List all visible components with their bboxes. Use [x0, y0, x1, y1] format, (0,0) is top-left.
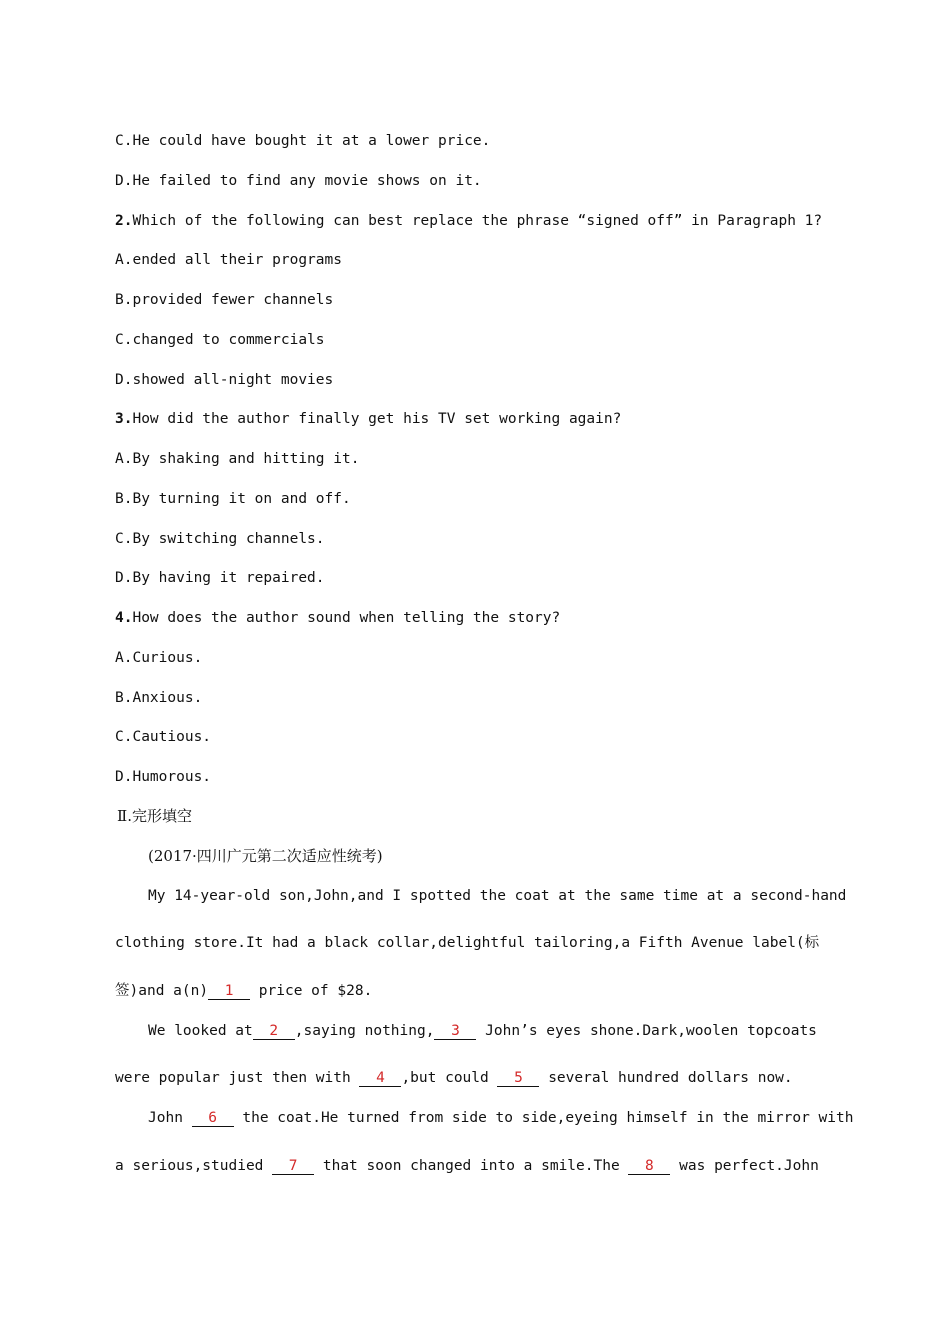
q4-option-a: A.Curious. — [115, 650, 203, 666]
q2-stem: Which of the following can best replace the phrase “signed off” in Paragraph 1? — [132, 213, 823, 229]
q3-option-b: B.By turning it on and off. — [115, 491, 351, 507]
text-run: John — [148, 1110, 192, 1126]
q2-option-a: A.ended all their programs — [115, 252, 342, 268]
q4-option-d: D.Humorous. — [115, 769, 212, 785]
passage-line-6 — [148, 1108, 853, 1128]
blank-5[interactable]: 5 — [497, 1070, 539, 1087]
text-run: ,saying nothing, — [294, 1023, 435, 1039]
q2-option-c: C.changed to commercials — [115, 332, 325, 348]
text-run: ,but could — [401, 1070, 498, 1086]
q3-option-a: A.By shaking and hitting it. — [115, 451, 360, 467]
blank-1[interactable]: 1 — [208, 983, 250, 1000]
text-run: price of $28. — [250, 983, 373, 999]
q2-number: 2. — [115, 213, 133, 229]
passage-line-4 — [148, 1021, 817, 1041]
blank-4[interactable]: 4 — [359, 1070, 401, 1087]
source-note: (2017·四川广元第二次适应性统考) — [148, 847, 383, 865]
q1-option-d: D.He failed to find any movie shows on it. — [115, 173, 482, 189]
section-heading: Ⅱ.完形填空 — [117, 807, 192, 825]
q4-option-b: B.Anxious. — [115, 690, 203, 706]
q4-option-c: C.Cautious. — [115, 729, 212, 745]
passage-line-7 — [115, 1156, 819, 1176]
blank-8[interactable]: 8 — [628, 1158, 670, 1175]
text-run: a serious,studied — [115, 1158, 273, 1174]
q4-stem: How does the author sound when telling the story? — [132, 610, 561, 626]
text-run: was perfect.John — [670, 1158, 819, 1174]
passage-line-3 — [115, 981, 372, 1001]
text-run: that soon changed into a smile.The — [314, 1158, 629, 1174]
text-run: 签)and a(n) — [115, 983, 209, 999]
text-run: John’s eyes shone.Dark,woolen topcoats — [476, 1023, 817, 1039]
q3-option-d: D.By having it repaired. — [115, 570, 325, 586]
q2-stem-line — [115, 211, 822, 231]
q1-option-c: C.He could have bought it at a lower price. — [115, 133, 491, 149]
q4-number: 4. — [115, 610, 133, 626]
text-run: were popular just then with — [115, 1070, 360, 1086]
passage-line-1: My 14-year-old son,John,and I spotted the coat at the same time at a second-hand — [148, 888, 847, 904]
passage-line-5 — [115, 1068, 793, 1088]
q3-number: 3. — [115, 411, 133, 427]
text-run: the coat.He turned from side to side,eyeing himself in the mirror with — [233, 1110, 854, 1126]
q4-stem-line — [115, 608, 560, 628]
text-run: We looked at — [148, 1023, 253, 1039]
blank-2[interactable]: 2 — [253, 1023, 295, 1040]
passage-line-2: clothing store.It had a black collar,delightful tailoring,a Fifth Avenue label(标 — [115, 935, 820, 951]
blank-7[interactable]: 7 — [272, 1158, 314, 1175]
q3-stem-line — [115, 409, 621, 429]
blank-3[interactable]: 3 — [434, 1023, 476, 1040]
q3-option-c: C.By switching channels. — [115, 531, 325, 547]
q2-option-b: B.provided fewer channels — [115, 292, 334, 308]
q2-option-d: D.showed all-night movies — [115, 372, 334, 388]
q3-stem: How did the author finally get his TV set working again? — [132, 411, 622, 427]
text-run: several hundred dollars now. — [539, 1070, 793, 1086]
blank-6[interactable]: 6 — [192, 1110, 234, 1127]
